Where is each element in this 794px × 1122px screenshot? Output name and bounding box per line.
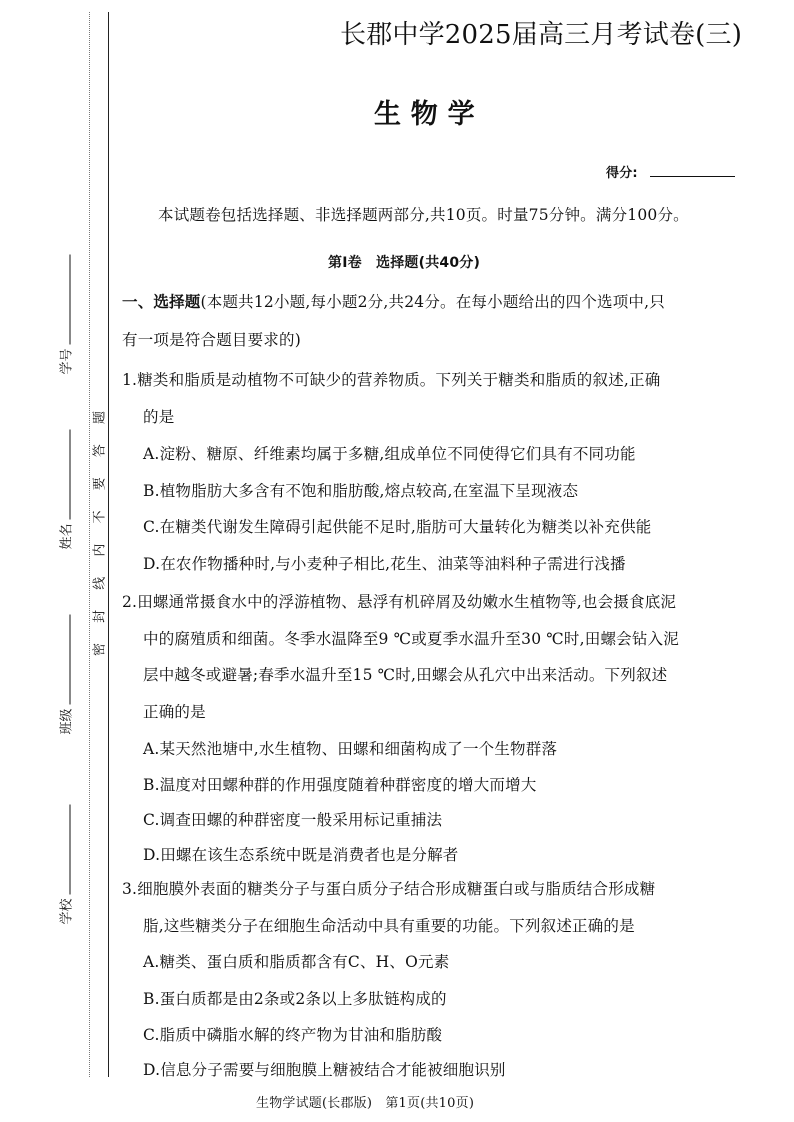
question-stem-cont: 正确的是 [143, 703, 206, 721]
seal-notice: 密 封 线 内 不 要 答 题 [92, 403, 108, 656]
student-id-field[interactable]: 学号 [56, 285, 75, 375]
page-footer: 生物学试题(长郡版) 第1页(共10页) [256, 1096, 475, 1111]
option-c: C.在糖类代谢发生障碍引起供能不足时,脂肪可大量转化为糖类以补充供能 [143, 518, 652, 536]
subject-title: 生 物 学 [374, 99, 475, 130]
question-stem: 1.糖类和脂质是动植物不可缺少的营养物质。下列关于糖类和脂质的叙述,正确 [122, 371, 661, 389]
exam-title: 长郡中学2025届高三月考试卷(三) [340, 20, 743, 50]
option-d: D.信息分子需要与细胞膜上糖被结合才能被细胞识别 [143, 1061, 506, 1079]
option-a: A.糖类、蛋白质和脂质都含有C、H、O元素 [143, 953, 450, 971]
question-stem-cont: 脂,这些糖类分子在细胞生命活动中具有重要的功能。下列叙述正确的是 [143, 917, 635, 935]
option-b: B.植物脂肪大多含有不饱和脂肪酸,熔点较高,在室温下呈现液态 [143, 482, 579, 500]
score-blank[interactable] [650, 176, 735, 177]
option-c: C.调查田螺的种群密度一般采用标记重捕法 [143, 811, 443, 829]
option-a: A.某天然池塘中,水生植物、田螺和细菌构成了一个生物群落 [143, 740, 558, 758]
option-b: B.温度对田螺种群的作用强度随着种群密度的增大而增大 [143, 776, 537, 794]
class-field[interactable]: 班级 [56, 645, 75, 735]
question-stem-cont: 的是 [143, 408, 175, 426]
part1-heading: 一、选择题(本题共12小题,每小题2分,共24分。在每小题给出的四个选项中,只 [122, 293, 665, 311]
question-stem-cont: 中的腐殖质和细菌。冬季水温降至9 ℃或夏季水温升至30 ℃时,田螺会钻入泥 [143, 630, 679, 648]
score-label: 得分: [606, 166, 638, 181]
option-c: C.脂质中磷脂水解的终产物为甘油和脂肪酸 [143, 1026, 443, 1044]
question-stem: 2.田螺通常摄食水中的浮游植物、悬浮有机碎屑及幼嫩水生植物等,也会摄食底泥 [122, 593, 677, 611]
option-b: B.蛋白质都是由2条或2条以上多肽链构成的 [143, 990, 447, 1008]
option-d: D.田螺在该生态系统中既是消费者也是分解者 [143, 846, 459, 864]
option-a: A.淀粉、糖原、纤维素均属于多糖,组成单位不同使得它们具有不同功能 [143, 445, 636, 463]
option-d: D.在农作物播种时,与小麦种子相比,花生、油菜等油料种子需进行浅播 [143, 555, 626, 573]
school-field[interactable]: 学校 [56, 835, 75, 925]
question-stem-cont: 层中越冬或避暑;春季水温升至15 ℃时,田螺会从孔穴中出来活动。下列叙述 [143, 666, 668, 684]
margin-solid-line [108, 12, 109, 1077]
part1-desc: 有一项是符合题目要求的) [122, 331, 301, 349]
question-stem: 3.细胞膜外表面的糖类分子与蛋白质分子结合形成糖蛋白或与脂质结合形成糖 [122, 880, 656, 898]
section-heading: 第Ⅰ卷 选择题(共40分) [328, 255, 481, 271]
intro-text: 本试题卷包括选择题、非选择题两部分,共10页。时量75分钟。满分100分。 [158, 206, 689, 224]
name-field[interactable]: 姓名 [56, 460, 75, 550]
